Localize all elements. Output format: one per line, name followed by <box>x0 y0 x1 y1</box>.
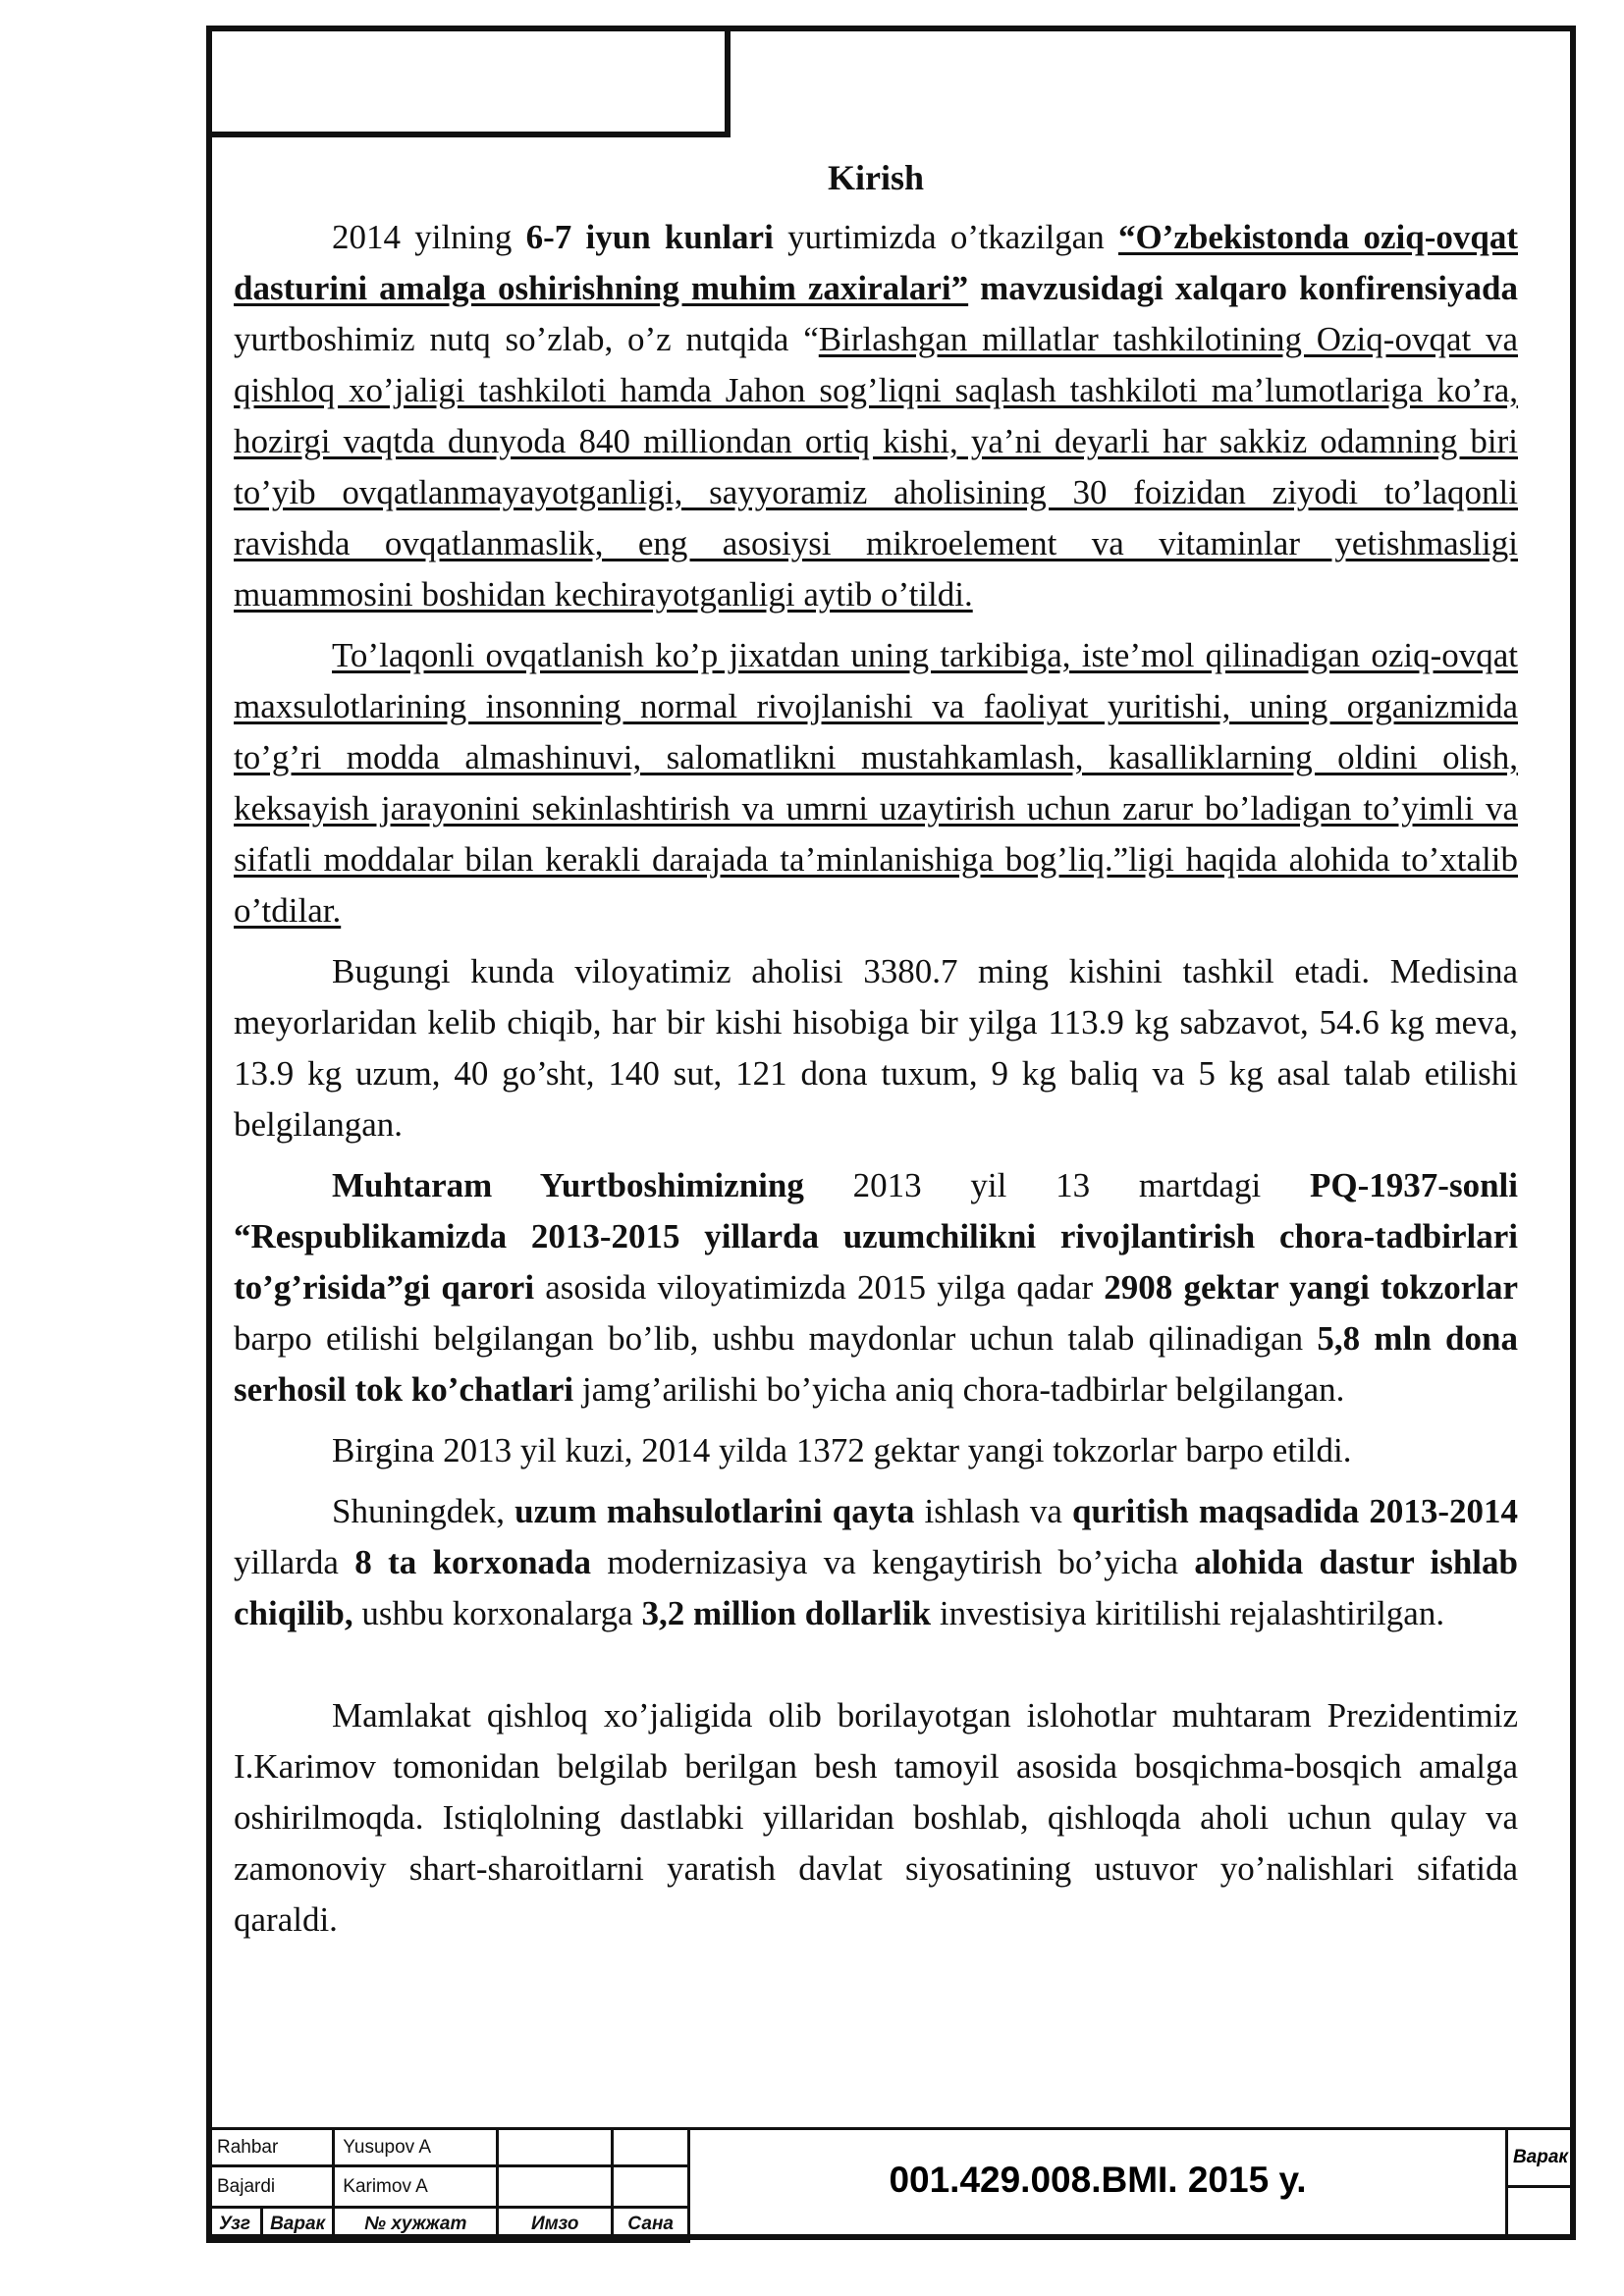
signature-cell <box>498 2129 613 2166</box>
role-label-bajardi: Bajardi <box>208 2166 334 2208</box>
doc-code-cell <box>690 2127 1505 2240</box>
footer-label-imzo: Имзо <box>498 2208 613 2242</box>
sheet-cell <box>1505 2127 1576 2240</box>
sheet-number <box>1508 2188 1573 2237</box>
document-code: 001.429.008.BMI. 2015 y. <box>889 2160 1307 2200</box>
paragraph-3: Bugungi kunda viloyatimiz aholisi 3380.7 ming kishini tashkil etadi. Medisina meyorlaridan kelib chiqib, har bir kishi hisobiga bir yilga 113.9 kg sabzavot, 54.6 kg meva, 13.9 kg uzum, 40 go’sht, 140 sut, 121 dona tuxum, 9 kg baliq va 5 kg asal talab etilishi belgilangan. <box>234 952 1518 1144</box>
signature-cell <box>498 2166 613 2208</box>
date-cell <box>613 2166 689 2208</box>
date-cell <box>613 2129 689 2166</box>
name-bajardi: Karimov A <box>334 2166 498 2208</box>
corner-box <box>206 26 731 137</box>
page-title: Kirish <box>827 158 924 197</box>
sheet-label: Варак <box>1508 2130 1573 2188</box>
role-label-rahbar: Rahbar <box>208 2129 334 2166</box>
signature-table <box>206 2127 690 2243</box>
footer-label-uzg: Узг <box>209 2209 263 2240</box>
footer-label-hujjat: № хужжат <box>334 2208 498 2242</box>
paragraph-2: To’laqonli ovqatlanish ko’p jixatdan uning tarkibiga, iste’mol qilinadigan oziq-ovqat maxsulotlarining insonning normal rivojlanishi va faoliyat yuritishi, uning organizmida to’g’ri modda almashinuvi, salomatlikni mustahkamlash, kasalliklarning oldini olish, keksayish jarayonini sekinlashtirish va umrni uzaytirish uchun zarur bo’ladigan to’yimli va sifatli moddalar bilan kerakli darajada ta’minlanishiga bog’liq.”ligi haqida alohida to’xtalib o’tdilar. <box>234 636 1518 930</box>
paragraph-7: Mamlakat qishloq xo’jaligida olib borilayotgan islohotlar muhtaram Prezidentimiz I.Karimov tomonidan belgilab berilgan besh tamoyil asosida bosqichma-bosqich amalga oshirilmoqda. Istiqlolning dastlabki yillaridan boshlab, qishloqda aholi uchun qulay va zamonoviy shart-sharoitlarni yaratish davlat siyosatining ustuvor yo’nalishlari sifatida qaraldi. <box>234 1696 1518 1939</box>
paragraph-1: 2014 yilning 6-7 iyun kunlari yurtimizda o’tkazilgan “O’zbekistonda oziq-ovqat dasturini amalga oshirishning muhim zaxiralari” mavzusidagi xalqaro konfirensiyada yurtboshimiz nutq so’zlab, o’z nutqida “Birlashgan millatlar tashkilotining Oziq-ovqat va qishloq xo’jaligi tashkiloti hamda Jahon sog’liqni saqlash tashkiloti ma’lumotlariga ko’ra, hozirgi vaqtda dunyoda 840 milliondan ortiq kishi, ya’ni deyarli har sakkiz odamning biri to’yib ovqatlanmayayotganligi, sayyoramiz aholisining 30 foizidan ziyodi to’laqonli ravishda ovqatlanmaslik, eng asosiysi mikroelement va vitaminlar yetishmasligi muammosini boshidan kechirayotganligi aytib o’tildi. <box>234 218 1518 614</box>
paragraph-4: Muhtaram Yurtboshimizning 2013 yil 13 martdagi PQ-1937-sonli “Respublikamizda 2013-2015 yillarda uzumchilikni rivojlantirish chora-tadbirlari to’g’risida”gi qarori asosida viloyatimizda 2015 yilga qadar 2908 gektar yangi tokzorlar barpo etilishi belgilangan bo’lib, ushbu maydonlar uchun talab qilinadigan 5,8 mln dona serhosil tok ko’chatlari jamg’arilishi bo’yicha aniq chora-tadbirlar belgilangan. <box>234 1166 1518 1409</box>
footer-label-varaq: Варак <box>270 2214 326 2234</box>
name-rahbar: Yusupov A <box>334 2129 498 2166</box>
paragraph-5: Birgina 2013 yil kuzi, 2014 yilda 1372 gektar yangi tokzorlar barpo etildi. <box>332 1431 1352 1469</box>
footer-label-sana: Сана <box>613 2208 689 2242</box>
title-block <box>206 2127 1576 2240</box>
document-body <box>234 147 1518 2132</box>
paragraph-6: Shuningdek, uzum mahsulotlarini qayta ishlash va quritish maqsadida 2013-2014 yillarda 8 ta korxonada modernizasiya va kengaytirish bo’yicha alohida dastur ishlab chiqilib, ushbu korxonalarga 3,2 million dollarlik investisiya kiritilishi rejalashtirilgan. <box>234 1492 1518 1632</box>
